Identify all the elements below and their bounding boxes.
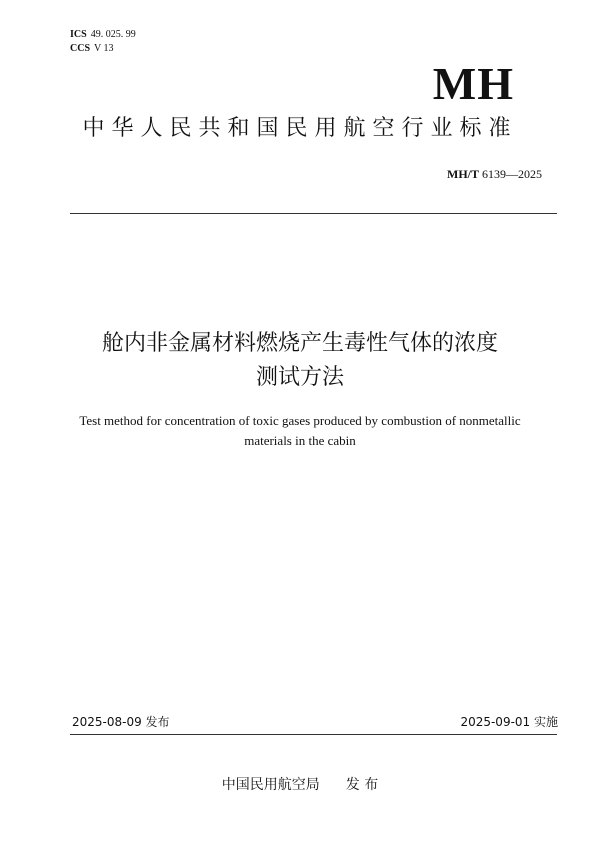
standard-prefix: MH/T (447, 167, 479, 181)
english-title-line2: materials in the cabin (244, 433, 356, 448)
chinese-title (0, 327, 600, 395)
standard-code: 6139—2025 (482, 167, 542, 181)
issuer-name: 中国民用航空局 (221, 777, 320, 793)
bottom-divider (70, 734, 557, 735)
chinese-title-line1: 舱内非金属材料燃烧产生毒性气体的浓度 (101, 331, 498, 356)
classification-codes (70, 28, 136, 56)
ccs-label: CCS (70, 43, 91, 54)
top-divider (70, 213, 557, 214)
ccs-code (70, 42, 136, 56)
ics-label: ICS (70, 29, 87, 40)
implementation-date: 2025-09-01 实施 (460, 715, 558, 729)
ics-value: 49. 025. 99 (90, 29, 136, 40)
english-title (40, 411, 560, 451)
chinese-title-line2: 测试方法 (255, 365, 344, 390)
issuer (0, 775, 600, 795)
standard-number (447, 166, 542, 182)
mh-logo: MH (432, 58, 514, 109)
ics-code (70, 28, 136, 42)
industry-standard-heading: 中华人民共和国民用航空行业标准 (82, 116, 518, 141)
issue-date: 2025-08-09 发布 (72, 715, 170, 729)
ccs-value: V 13 (94, 43, 114, 54)
issuer-action: 发 布 (345, 777, 379, 793)
english-title-line1: Test method for concentration of toxic gases produced by combustion of nonmetallic (79, 413, 521, 428)
